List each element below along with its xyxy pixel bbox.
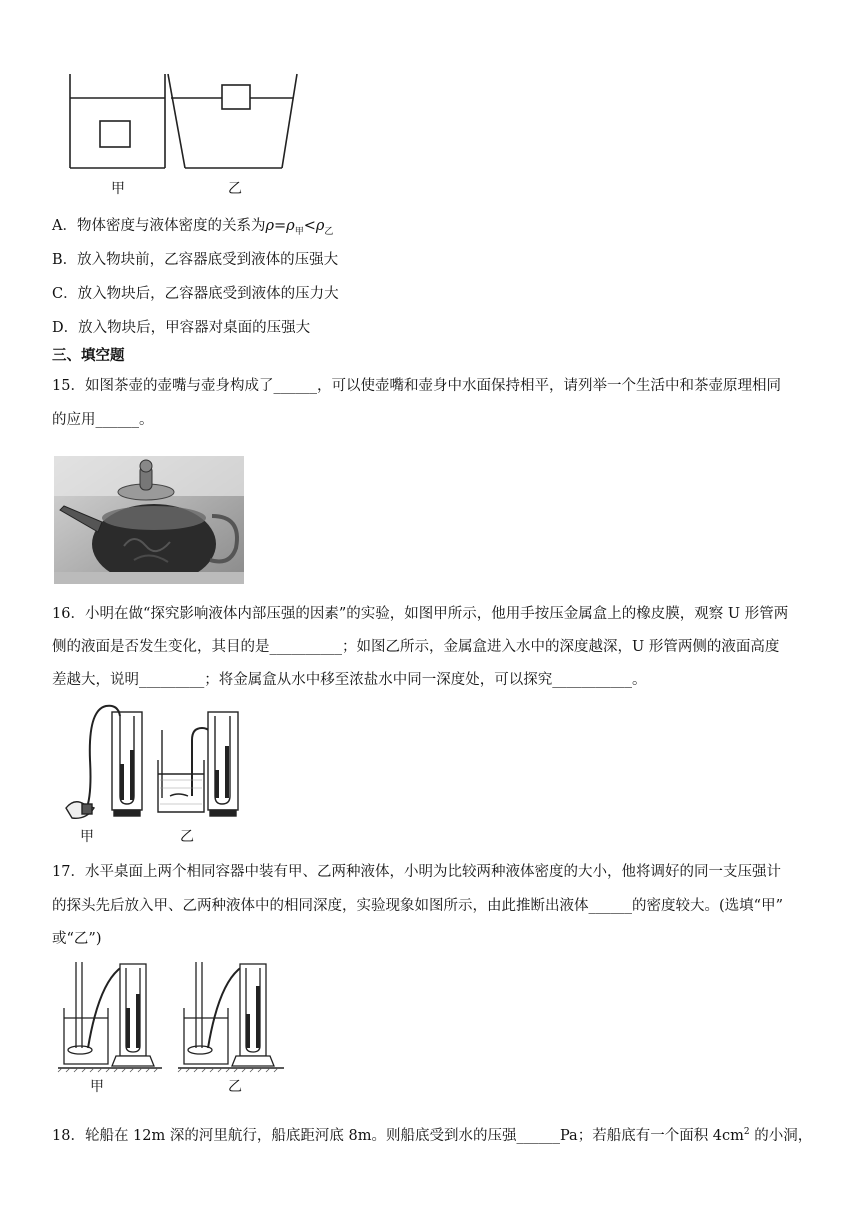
section-heading: 三、填空题 <box>52 347 125 364</box>
teapot-photo <box>54 456 244 584</box>
q17-label-jia: 甲 <box>90 1079 104 1095</box>
q17-pressure-gauge-figure <box>58 958 298 1076</box>
q17-line3: 或“乙”) <box>52 931 102 947</box>
option-c: C．放入物块后，乙容器底受到液体的压力大 <box>52 286 339 302</box>
containers-figure <box>60 68 310 178</box>
q17-line1: 17．水平桌面上两个相同容器中装有甲、乙两种液体，小明为比较两种液体密度的大小，他将调好的同一支压强计 <box>52 864 781 880</box>
q15-line2: 的应用______。 <box>52 412 154 428</box>
container-yi <box>168 74 297 168</box>
q16-label-jia: 甲 <box>80 829 94 845</box>
q16-pressure-gauge-figure <box>60 700 260 822</box>
fig-label-yi: 乙 <box>228 181 242 197</box>
q17-line2: 的探头先后放入甲、乙两种液体中的相同深度，实验现象如图所示，由此推断出液体______的密度较大。(选填“甲” <box>52 898 783 914</box>
q15-line1: 15．如图茶壶的壶嘴与壶身构成了______，可以使壶嘴和壶身中水面保持相平，请列举一个生活中和茶壶原理相同 <box>52 378 781 394</box>
q16-line2: 侧的液面是否发生变化，其目的是__________；如图乙所示，金属盒进入水中的深度越深，U 形管两侧的液面高度 <box>52 639 780 655</box>
option-d: D．放入物块后，甲容器对桌面的压强大 <box>52 320 311 336</box>
q16-line3: 差越大，说明_________；将金属盒从水中移至浓盐水中同一深度处，可以探究___________。 <box>52 672 647 688</box>
q16-label-yi: 乙 <box>180 829 194 845</box>
q16-line1: 16．小明在做“探究影响液体内部压强的因素”的实验，如图甲所示，他用手按压金属盒上的橡皮膜，观察 U 形管两 <box>52 606 789 622</box>
option-b: B．放入物块前，乙容器底受到液体的压强大 <box>52 252 339 268</box>
container-jia <box>70 74 165 168</box>
option-a: A．物体密度与液体密度的关系为$\rho=\rho_甲<\rho_乙$ <box>52 218 334 237</box>
q18-line1: 18．轮船在 12m 深的河里航行，船底距河底 8m。则船底受到水的压强______Pa；若船底有一个面积 $4cm^2$ 的小洞， <box>52 1127 813 1144</box>
q17-label-yi: 乙 <box>228 1079 242 1095</box>
fig-label-jia: 甲 <box>111 181 125 197</box>
